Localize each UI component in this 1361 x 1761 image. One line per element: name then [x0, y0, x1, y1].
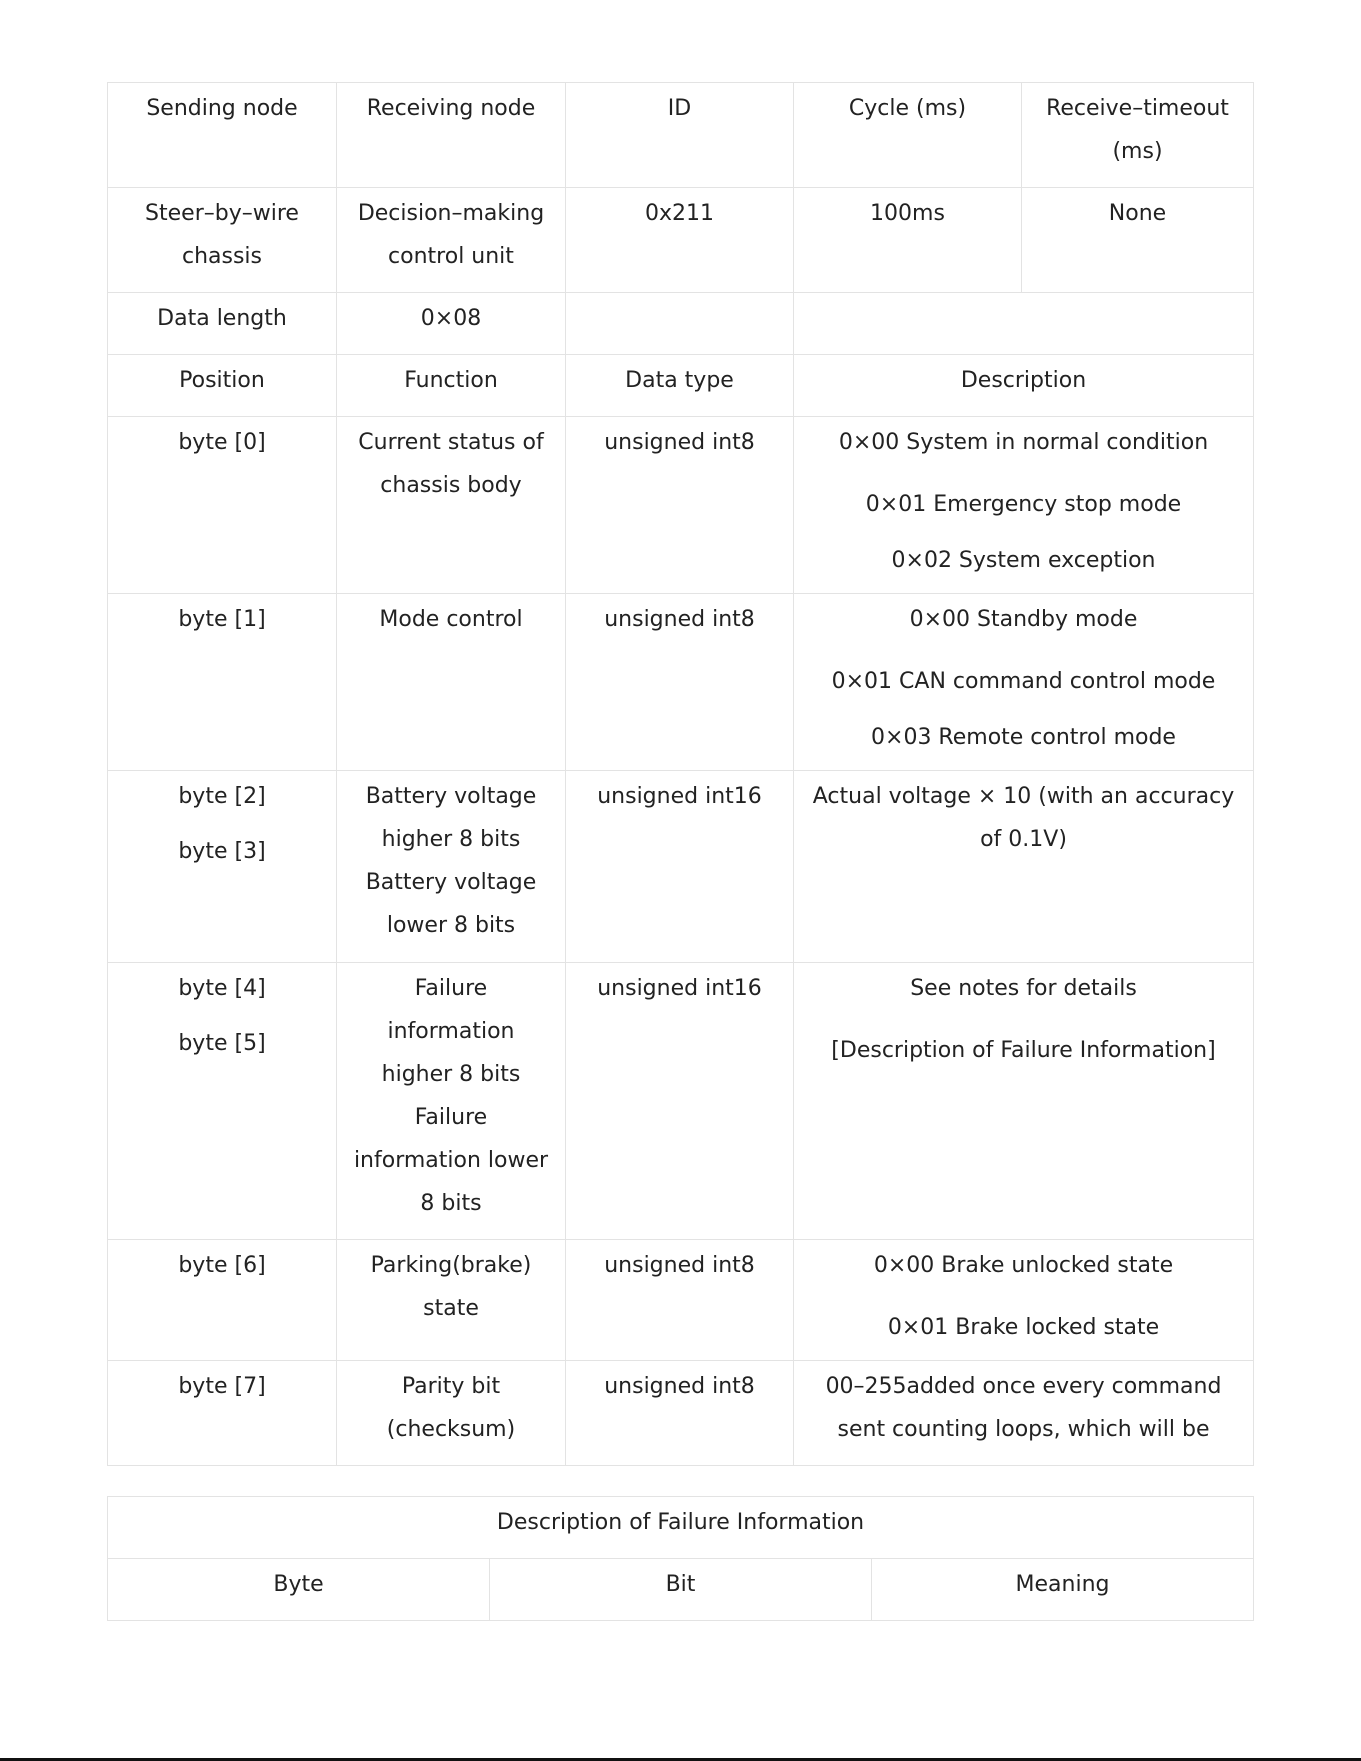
failure-title-row	[108, 1497, 1254, 1559]
function-line: Mode control	[379, 607, 523, 632]
empty-cell	[794, 293, 1254, 355]
header-receiving-node: Receiving node	[337, 83, 566, 188]
data-length-value: 0×08	[337, 293, 566, 355]
data-type-cell: unsigned int8	[566, 594, 794, 771]
column-meaning: Meaning	[872, 1559, 1254, 1621]
position-cell	[108, 771, 337, 963]
column-function: Function	[337, 355, 566, 417]
function-line: Parity bit	[401, 1374, 501, 1399]
function-line: higher 8 bits	[381, 1062, 521, 1087]
function-line: Failure	[414, 976, 488, 1001]
description-line: of 0.1V)	[980, 827, 1067, 852]
table-row	[108, 771, 1254, 963]
description-line: [Description of Failure Information]	[831, 1038, 1216, 1063]
data-length-label: Data length	[108, 293, 337, 355]
description-line: 0×00 Standby mode	[909, 607, 1138, 632]
description-cell	[794, 594, 1254, 771]
position-line: byte [4]	[178, 976, 266, 1001]
table-row	[108, 417, 1254, 594]
empty-cell	[566, 293, 794, 355]
description-cell	[794, 1361, 1254, 1466]
position-line: byte [7]	[178, 1374, 266, 1399]
function-line: Failure	[414, 1105, 488, 1130]
message-row	[108, 188, 1254, 293]
columns-row	[108, 355, 1254, 417]
function-cell	[337, 417, 566, 594]
receiving-node-line: Decision–making	[357, 201, 545, 226]
failure-information-table	[107, 1496, 1254, 1621]
function-line: state	[423, 1296, 479, 1321]
table-row	[108, 963, 1254, 1240]
table-row	[108, 594, 1254, 771]
position-cell	[108, 417, 337, 594]
function-line: (checksum)	[386, 1417, 516, 1442]
description-line: 0×01 CAN command control mode	[831, 669, 1216, 694]
header-cycle: Cycle (ms)	[794, 83, 1022, 188]
data-type-cell: unsigned int16	[566, 963, 794, 1240]
position-cell	[108, 963, 337, 1240]
can-message-table	[107, 82, 1254, 1466]
failure-columns-row	[108, 1559, 1254, 1621]
position-line: byte [3]	[178, 839, 266, 864]
position-line: byte [2]	[178, 784, 266, 809]
function-line: 8 bits	[420, 1191, 482, 1216]
description-line: See notes for details	[910, 976, 1137, 1001]
position-line: byte [6]	[178, 1253, 266, 1278]
column-bit: Bit	[490, 1559, 872, 1621]
function-line: higher 8 bits	[381, 827, 521, 852]
description-line: Actual voltage × 10 (with an accuracy	[812, 784, 1235, 809]
description-line: 0×00 Brake unlocked state	[873, 1253, 1174, 1278]
function-line: information	[387, 1019, 515, 1044]
data-type-cell: unsigned int8	[566, 1361, 794, 1466]
description-line: 0×02 System exception	[891, 548, 1156, 573]
data-type-cell: unsigned int8	[566, 1240, 794, 1361]
function-line: lower 8 bits	[386, 913, 516, 938]
column-description: Description	[794, 355, 1254, 417]
data-length-row	[108, 293, 1254, 355]
function-cell	[337, 963, 566, 1240]
receiving-node-value	[337, 188, 566, 293]
function-line: Battery voltage	[365, 870, 537, 895]
description-line: 0×01 Brake locked state	[887, 1315, 1160, 1340]
position-line: byte [1]	[178, 607, 266, 632]
position-cell	[108, 1361, 337, 1466]
header-receive-timeout-line: Receive–timeout	[1046, 96, 1229, 121]
description-line: 0×03 Remote control mode	[871, 725, 1176, 750]
position-cell	[108, 1240, 337, 1361]
column-position: Position	[108, 355, 337, 417]
receiving-node-line: control unit	[388, 244, 514, 269]
position-line: byte [5]	[178, 1031, 266, 1056]
receive-timeout-value: None	[1022, 188, 1254, 293]
description-line: sent counting loops, which will be	[837, 1417, 1210, 1442]
sending-node-value	[108, 188, 337, 293]
description-cell	[794, 963, 1254, 1240]
position-line: byte [0]	[178, 430, 266, 455]
failure-table-title: Description of Failure Information	[108, 1497, 1254, 1559]
header-receive-timeout-line: (ms)	[1112, 139, 1163, 164]
header-sending-node: Sending node	[108, 83, 337, 188]
description-cell	[794, 771, 1254, 963]
data-type-cell: unsigned int16	[566, 771, 794, 963]
sending-node-line: Steer–by–wire	[145, 201, 299, 226]
function-line: information lower	[353, 1148, 549, 1173]
header-receive-timeout	[1022, 83, 1254, 188]
sending-node-line: chassis	[181, 244, 263, 269]
description-cell	[794, 417, 1254, 594]
column-data-type: Data type	[566, 355, 794, 417]
description-line: 00–255added once every command	[825, 1374, 1222, 1399]
table-row	[108, 1240, 1254, 1361]
cycle-value: 100ms	[794, 188, 1022, 293]
table-row	[108, 1361, 1254, 1466]
function-cell	[337, 771, 566, 963]
description-cell	[794, 1240, 1254, 1361]
function-cell	[337, 1240, 566, 1361]
column-byte: Byte	[108, 1559, 490, 1621]
description-line: 0×01 Emergency stop mode	[865, 492, 1182, 517]
header-row	[108, 83, 1254, 188]
id-value: 0x211	[566, 188, 794, 293]
function-line: Battery voltage	[365, 784, 537, 809]
function-cell	[337, 594, 566, 771]
function-line: Current status of	[358, 430, 544, 455]
description-line: 0×00 System in normal condition	[838, 430, 1209, 455]
header-id: ID	[566, 83, 794, 188]
position-cell	[108, 594, 337, 771]
function-line: Parking(brake)	[370, 1253, 532, 1278]
function-line: chassis body	[380, 473, 522, 498]
data-type-cell: unsigned int8	[566, 417, 794, 594]
function-cell	[337, 1361, 566, 1466]
